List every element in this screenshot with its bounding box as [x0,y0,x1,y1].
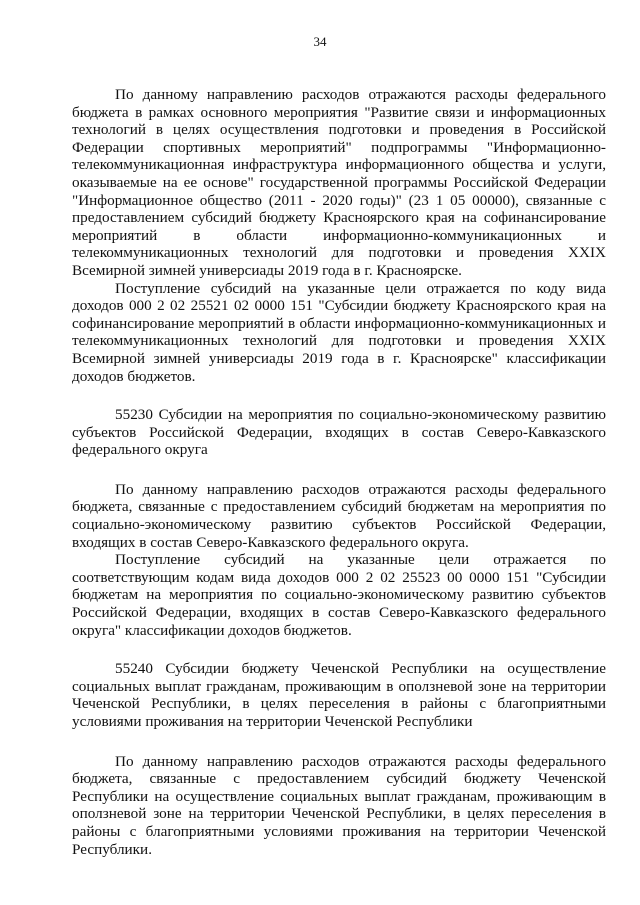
page-number: 34 [313,34,327,49]
section-heading-55240: 55240 Субсидии бюджету Чеченской Республики на осуществление социальных выплат гражданам, проживающим в оползневой зоне на территории Чеченской Республики, в целях переселения в районы с благоприятными условиями проживания на территории Чеченской Республики [72,660,606,730]
paragraph-expenses-chechen-republic: По данному направлению расходов отражаются расходы федерального бюджета, связанные с предоставлением субсидий бюджету Чеченской Республики на осуществление социальных выплат гражданам, проживающим в оползневой зоне на территории Чеченской Республики, в целях переселения в районы с благоприятными условиями проживания на территории Чеченской Республики. [72,752,606,858]
paragraph-expenses-north-caucasus: По данному направлению расходов отражаются расходы федерального бюджета, связанные с предоставлением субсидий бюджетам на мероприятия по социально-экономическому развитию субъектов Российской Федерации, входящих в состав Северо-Кавказского федерального округа. [72,480,606,551]
section-heading-55230: 55230 Субсидии на мероприятия по социально-экономическому развитию субъектов Российской Федерации, входящих в состав Северо-Кавказского федерального округа [72,406,606,459]
paragraph-expenses-universiade: По данному направлению расходов отражаются расходы федерального бюджета в рамках основного мероприятия "Развитие связи и информационных технологий в целях осуществления подготовки и проведения в Российской Федерации спортивных мероприятий" подпрограммы "Информационно-телекоммуникационная инфраструктура информационного общества и услуги, оказываемые на ее основе" государственной программы Российской Федерации "Информационное общество (2011 - 2020 годы)" (23 1 05 00000), связанные с предоставлением субсидий бюджету Красноярского края на софинансирование мероприятий в области информационно-коммуникационных и телекоммуникационных технологий для подготовки и проведения XXIX Всемирной зимней универсиады 2019 года в г. Красноярске. [72,86,606,279]
paragraph-income-code-north-caucasus: Поступление субсидий на указанные цели отражается по соответствующим кодам вида доходов 000 2 02 25523 00 0000 151 "Субсидии бюджетам на мероприятия по социально-экономическому развитию субъектов Российской Федерации, входящих в состав Северо-Кавказского федерального округа" классификации доходов бюджетов. [72,551,606,639]
paragraph-income-code-krasnoyarsk: Поступление субсидий на указанные цели отражается по коду вида доходов 000 2 02 25521 02 0000 151 "Субсидии бюджету Красноярского края на софинансирование мероприятий в области информационно-коммуникационных и телекоммуникационных технологий для подготовки и проведения XXIX Всемирной зимней универсиады 2019 года в г. Красноярске" классификации доходов бюджетов. [72,279,606,385]
document-body [72,86,606,858]
